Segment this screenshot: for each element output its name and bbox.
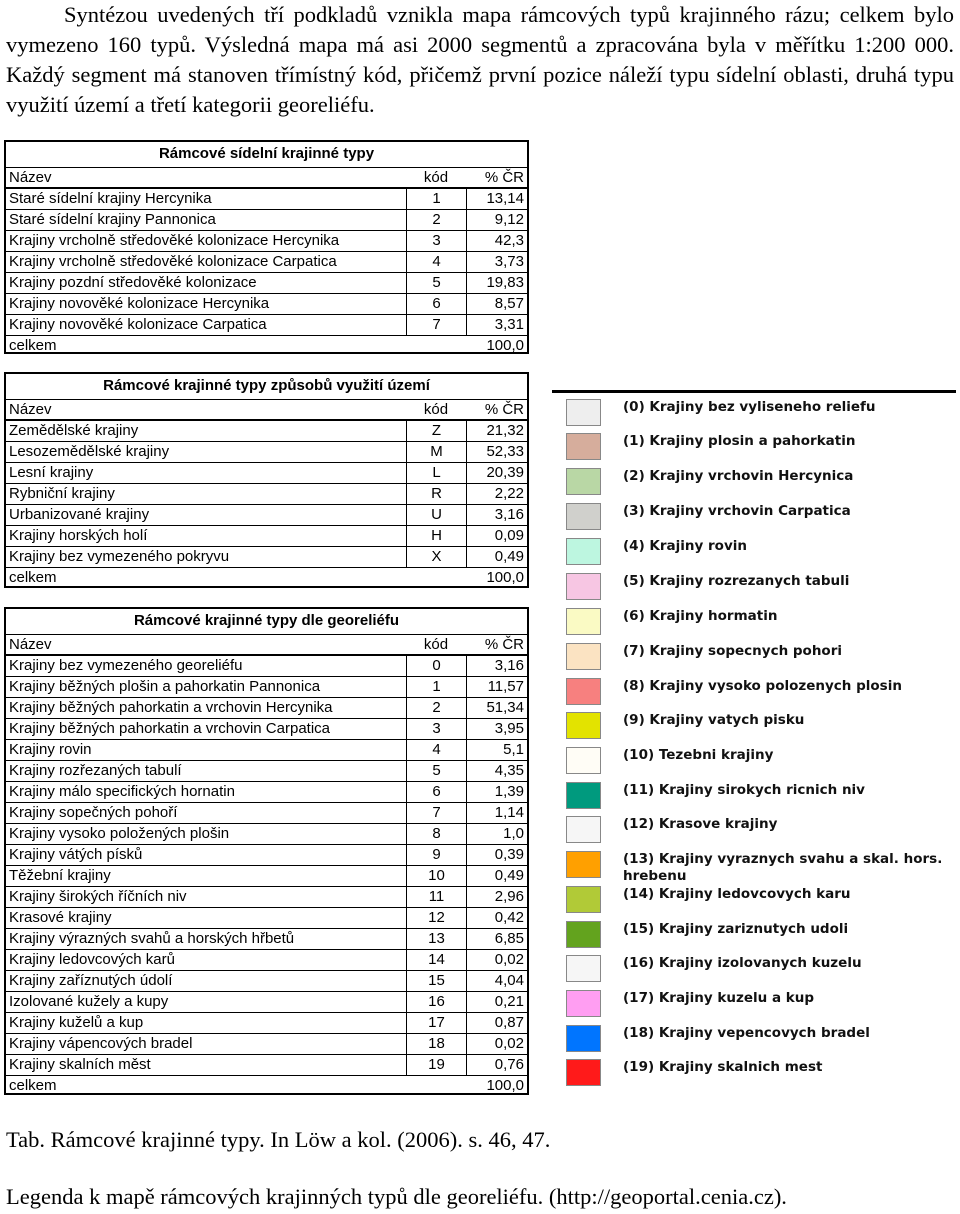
cell-name: Krajiny vysoko položených plošin — [9, 825, 230, 842]
cell-name: Krajiny kuželů a kup — [9, 1014, 144, 1031]
table-row — [6, 547, 527, 568]
table-row — [6, 866, 527, 887]
cell-pct: 0,42 — [466, 908, 527, 928]
cell-code: 3 — [406, 231, 466, 251]
legend-label: (10) Tezebni krajiny — [623, 747, 774, 763]
legend-label: (18) Krajiny vepencovych bradel — [623, 1025, 870, 1041]
table-row — [6, 719, 527, 740]
cell-pct: 0,09 — [466, 526, 527, 546]
cell-pct: 20,39 — [466, 463, 527, 483]
table-row — [6, 656, 527, 677]
cell-name: Krajiny rovin — [9, 741, 92, 758]
total-code — [406, 336, 466, 357]
table-row — [6, 1055, 527, 1076]
legend-swatch — [566, 990, 601, 1017]
cell-code: 4 — [406, 252, 466, 272]
table-row — [6, 1013, 527, 1034]
cell-pct: 3,16 — [466, 505, 527, 525]
cell-code: 1 — [406, 189, 466, 209]
legend-item — [566, 678, 953, 705]
legend-swatch — [566, 503, 601, 530]
cell-code: 3 — [406, 719, 466, 739]
total-label: celkem — [9, 337, 57, 354]
cell-code: 12 — [406, 908, 466, 928]
table-row — [6, 929, 527, 950]
cell-code: 9 — [406, 845, 466, 865]
cell-code: 4 — [406, 740, 466, 760]
total-label: celkem — [9, 569, 57, 586]
legend-swatch — [566, 643, 601, 670]
cell-code: 6 — [406, 294, 466, 314]
legend-label: (8) Krajiny vysoko polozenych plosin — [623, 678, 902, 694]
cell-pct: 0,76 — [466, 1055, 527, 1075]
cell-code: 1 — [406, 677, 466, 697]
legend-item — [566, 608, 953, 635]
legend-swatch — [566, 1059, 601, 1086]
table-row — [6, 908, 527, 929]
cell-code: 2 — [406, 210, 466, 230]
cell-name: Krajiny sopečných pohoří — [9, 804, 178, 821]
cell-code: 6 — [406, 782, 466, 802]
cell-pct: 21,32 — [466, 421, 527, 441]
table-row — [6, 442, 527, 463]
table-row — [6, 782, 527, 803]
table-row — [6, 761, 527, 782]
table-row — [6, 992, 527, 1013]
cell-pct: 0,02 — [466, 950, 527, 970]
cell-name: Krajiny ledovcových karů — [9, 951, 175, 968]
cell-name: Krajiny běžných plošin a pahorkatin Pannonica — [9, 678, 321, 695]
table-row — [6, 210, 527, 231]
table-row — [6, 273, 527, 294]
cell-pct: 42,3 — [466, 231, 527, 251]
cell-pct: 52,33 — [466, 442, 527, 462]
legend-item — [566, 399, 953, 426]
cell-code: 8 — [406, 824, 466, 844]
cell-name: Krajiny zaříznutých údolí — [9, 972, 173, 989]
cell-name: Krajiny vrcholně středověké kolonizace Hercynika — [9, 232, 340, 249]
cell-name: Krajiny novověké kolonizace Hercynika — [9, 295, 270, 312]
legend-item — [566, 712, 953, 739]
table-row — [6, 740, 527, 761]
legend-item — [566, 851, 953, 885]
table-land-use-types — [4, 372, 529, 588]
legend-label: (19) Krajiny skalnich mest — [623, 1059, 823, 1075]
table-row — [6, 484, 527, 505]
cell-pct: 0,49 — [466, 866, 527, 886]
cell-pct: 4,35 — [466, 761, 527, 781]
cell-pct: 0,49 — [466, 547, 527, 567]
cell-code: 5 — [406, 761, 466, 781]
cell-pct: 3,16 — [466, 656, 527, 676]
legend-item — [566, 782, 953, 809]
cell-pct: 51,34 — [466, 698, 527, 718]
cell-pct: 9,12 — [466, 210, 527, 230]
legend-swatch — [566, 399, 601, 426]
cell-pct: 4,04 — [466, 971, 527, 991]
legend-label: (6) Krajiny hormatin — [623, 608, 778, 624]
cell-name: Staré sídelní krajiny Pannonica — [9, 211, 216, 228]
table-header-row — [6, 635, 527, 656]
table-row — [6, 824, 527, 845]
cell-code: 14 — [406, 950, 466, 970]
cell-code: X — [406, 547, 466, 567]
cell-pct: 19,83 — [466, 273, 527, 293]
legend-swatch — [566, 851, 601, 878]
cell-name: Krajiny pozdní středověké kolonizace — [9, 274, 257, 291]
legend-item — [566, 1059, 953, 1086]
intro-paragraph: Syntézou uvedených tří podkladů vznikla mapa rámcových typů krajinného rázu; celkem bylo vymezeno 160 typů. Výsledná mapa má asi 2000 segmentů a zpracována byla v měřítku 1:200 000. Každý segment má stanoven třímístný kód, přičemž první pozice náleží typu sídelní oblasti, druhá typu využití území a třetí kategorii georeliéfu. — [6, 2, 954, 117]
cell-pct: 0,39 — [466, 845, 527, 865]
legend-label: (9) Krajiny vatych pisku — [623, 712, 805, 728]
cell-name: Urbanizované krajiny — [9, 506, 150, 523]
cell-name: Staré sídelní krajiny Hercynika — [9, 190, 212, 207]
table-row — [6, 887, 527, 908]
legend-swatch — [566, 608, 601, 635]
cell-pct: 1,39 — [466, 782, 527, 802]
total-label: celkem — [9, 1077, 57, 1094]
legend-swatch — [566, 782, 601, 809]
legend-swatch — [566, 886, 601, 913]
cell-pct: 8,57 — [466, 294, 527, 314]
total-code — [406, 1076, 466, 1097]
table-caption: Tab. Rámcové krajinné typy. In Löw a kol. (2006). s. 46, 47. — [6, 1127, 551, 1152]
header-code: kód — [423, 636, 449, 653]
cell-code: L — [406, 463, 466, 483]
cell-name: Krajiny širokých říčních niv — [9, 888, 187, 905]
cell-code: 17 — [406, 1013, 466, 1033]
total-pct: 100,0 — [486, 337, 524, 354]
cell-name: Krajiny vápencových bradel — [9, 1035, 193, 1052]
table-row — [6, 252, 527, 273]
header-name: Název — [9, 636, 52, 653]
table-row — [6, 803, 527, 824]
table-row — [6, 845, 527, 866]
cell-pct: 0,21 — [466, 992, 527, 1012]
cell-name: Lesní krajiny — [9, 464, 94, 481]
cell-name: Krajiny novověké kolonizace Carpatica — [9, 316, 267, 333]
cell-code: R — [406, 484, 466, 504]
cell-pct: 2,22 — [466, 484, 527, 504]
table-row — [6, 189, 527, 210]
cell-pct: 3,95 — [466, 719, 527, 739]
table-row — [6, 315, 527, 336]
table-title: Rámcové krajinné typy způsobů využití území — [6, 374, 527, 400]
cell-name: Krajiny vátých písků — [9, 846, 143, 863]
cell-pct: 1,14 — [466, 803, 527, 823]
cell-code: 13 — [406, 929, 466, 949]
cell-pct: 5,1 — [466, 740, 527, 760]
cell-pct: 3,31 — [466, 315, 527, 335]
cell-name: Krajiny bez vymezeného pokryvu — [9, 548, 230, 565]
cell-pct: 13,14 — [466, 189, 527, 209]
cell-name: Izolované kužely a kupy — [9, 993, 169, 1010]
legend-item — [566, 921, 953, 948]
legend-item — [566, 468, 953, 495]
legend-label: (12) Krasove krajiny — [623, 816, 778, 832]
legend-label: (3) Krajiny vrchovin Carpatica — [623, 503, 851, 519]
legend-item — [566, 886, 953, 913]
cell-name: Krajiny rozřezaných tabulí — [9, 762, 182, 779]
table-row — [6, 231, 527, 252]
table-header-row — [6, 168, 527, 189]
legend-item — [566, 503, 953, 530]
cell-pct: 0,87 — [466, 1013, 527, 1033]
cell-pct: 11,57 — [466, 677, 527, 697]
legend-swatch — [566, 712, 601, 739]
legend-swatch — [566, 921, 601, 948]
legend-item — [566, 990, 953, 1017]
cell-pct: 3,73 — [466, 252, 527, 272]
legend-swatch — [566, 1025, 601, 1052]
cell-code: 2 — [406, 698, 466, 718]
legend-item — [566, 816, 953, 843]
cell-name: Krajiny bez vymezeného georeliéfu — [9, 657, 243, 674]
total-code — [406, 568, 466, 589]
cell-code: H — [406, 526, 466, 546]
table-relief-types — [4, 607, 529, 1095]
legend-swatch — [566, 816, 601, 843]
legend-item — [566, 955, 953, 982]
cell-name: Krasové krajiny — [9, 909, 112, 926]
table-row — [6, 677, 527, 698]
legend-label: (17) Krajiny kuzelu a kup — [623, 990, 815, 1006]
cell-code: 7 — [406, 315, 466, 335]
legend-swatch — [566, 955, 601, 982]
header-name: Název — [9, 169, 52, 186]
cell-name: Krajiny horských holí — [9, 527, 148, 544]
legend-label: (5) Krajiny rozrezanych tabuli — [623, 573, 850, 589]
cell-code: 10 — [406, 866, 466, 886]
table-title: Rámcové krajinné typy dle georeliéfu — [6, 609, 527, 635]
legend-item — [566, 1025, 953, 1052]
map-legend — [552, 390, 956, 1092]
cell-code: 5 — [406, 273, 466, 293]
legend-swatch — [566, 538, 601, 565]
legend-label: (13) Krajiny vyraznych svahu a skal. hors. hrebenu — [623, 851, 943, 884]
cell-code: 7 — [406, 803, 466, 823]
legend-swatch — [566, 468, 601, 495]
legend-label: (11) Krajiny sirokych ricnich niv — [623, 782, 865, 798]
cell-code: 16 — [406, 992, 466, 1012]
legend-label: (4) Krajiny rovin — [623, 538, 747, 554]
table-total-row — [6, 1076, 527, 1097]
table-row — [6, 505, 527, 526]
legend-label: (15) Krajiny zariznutych udoli — [623, 921, 849, 937]
legend-item — [566, 643, 953, 670]
table-row — [6, 526, 527, 547]
cell-name: Rybniční krajiny — [9, 485, 115, 502]
table-row — [6, 421, 527, 442]
cell-name: Lesozemědělské krajiny — [9, 443, 170, 460]
table-title: Rámcové sídelní krajinné typy — [6, 142, 527, 168]
header-pct: % ČR — [484, 401, 524, 418]
table-header-row — [6, 400, 527, 421]
legend-label: (0) Krajiny bez vyliseneho reliefu — [623, 399, 876, 415]
legend-item — [566, 538, 953, 565]
table-row — [6, 294, 527, 315]
legend-label: (7) Krajiny sopecnych pohori — [623, 643, 842, 659]
cell-code: U — [406, 505, 466, 525]
cell-name: Krajiny běžných pahorkatin a vrchovin Hercynika — [9, 699, 333, 716]
legend-item — [566, 433, 953, 460]
header-name: Název — [9, 401, 52, 418]
cell-code: 15 — [406, 971, 466, 991]
cell-pct: 6,85 — [466, 929, 527, 949]
cell-code: 11 — [406, 887, 466, 907]
legend-item — [566, 747, 953, 774]
total-pct: 100,0 — [486, 1077, 524, 1094]
legend-swatch — [566, 573, 601, 600]
header-pct: % ČR — [484, 636, 524, 653]
legend-swatch — [566, 747, 601, 774]
legend-label: (2) Krajiny vrchovin Hercynica — [623, 468, 854, 484]
table-row — [6, 1034, 527, 1055]
total-pct: 100,0 — [486, 569, 524, 586]
table-row — [6, 463, 527, 484]
legend-label: (14) Krajiny ledovcovych karu — [623, 886, 851, 902]
cell-code: 18 — [406, 1034, 466, 1054]
cell-pct: 1,0 — [466, 824, 527, 844]
legend-item — [566, 573, 953, 600]
cell-code: 19 — [406, 1055, 466, 1075]
cell-name: Krajiny běžných pahorkatin a vrchovin Carpatica — [9, 720, 330, 737]
table-row — [6, 971, 527, 992]
cell-code: Z — [406, 421, 466, 441]
legend-swatch — [566, 433, 601, 460]
cell-name: Krajiny skalních měst — [9, 1056, 151, 1073]
header-pct: % ČR — [484, 169, 524, 186]
table-total-row — [6, 568, 527, 589]
cell-name: Zemědělské krajiny — [9, 422, 139, 439]
cell-code: 0 — [406, 656, 466, 676]
cell-code: M — [406, 442, 466, 462]
cell-name: Těžební krajiny — [9, 867, 111, 884]
legend-label: (1) Krajiny plosin a pahorkatin — [623, 433, 856, 449]
cell-pct: 0,02 — [466, 1034, 527, 1054]
table-total-row — [6, 336, 527, 357]
legend-caption: Legenda k mapě rámcových krajinných typů dle georeliéfu. (http://geoportal.cenia.cz). — [6, 1184, 787, 1209]
header-code: kód — [423, 169, 449, 186]
table-row — [6, 698, 527, 719]
cell-name: Krajiny málo specifických hornatin — [9, 783, 235, 800]
table-settlement-types — [4, 140, 529, 354]
legend-swatch — [566, 678, 601, 705]
cell-pct: 2,96 — [466, 887, 527, 907]
cell-name: Krajiny výrazných svahů a horských hřbetů — [9, 930, 295, 947]
header-code: kód — [423, 401, 449, 418]
table-row — [6, 950, 527, 971]
cell-name: Krajiny vrcholně středověké kolonizace Carpatica — [9, 253, 337, 270]
legend-label: (16) Krajiny izolovanych kuzelu — [623, 955, 862, 971]
